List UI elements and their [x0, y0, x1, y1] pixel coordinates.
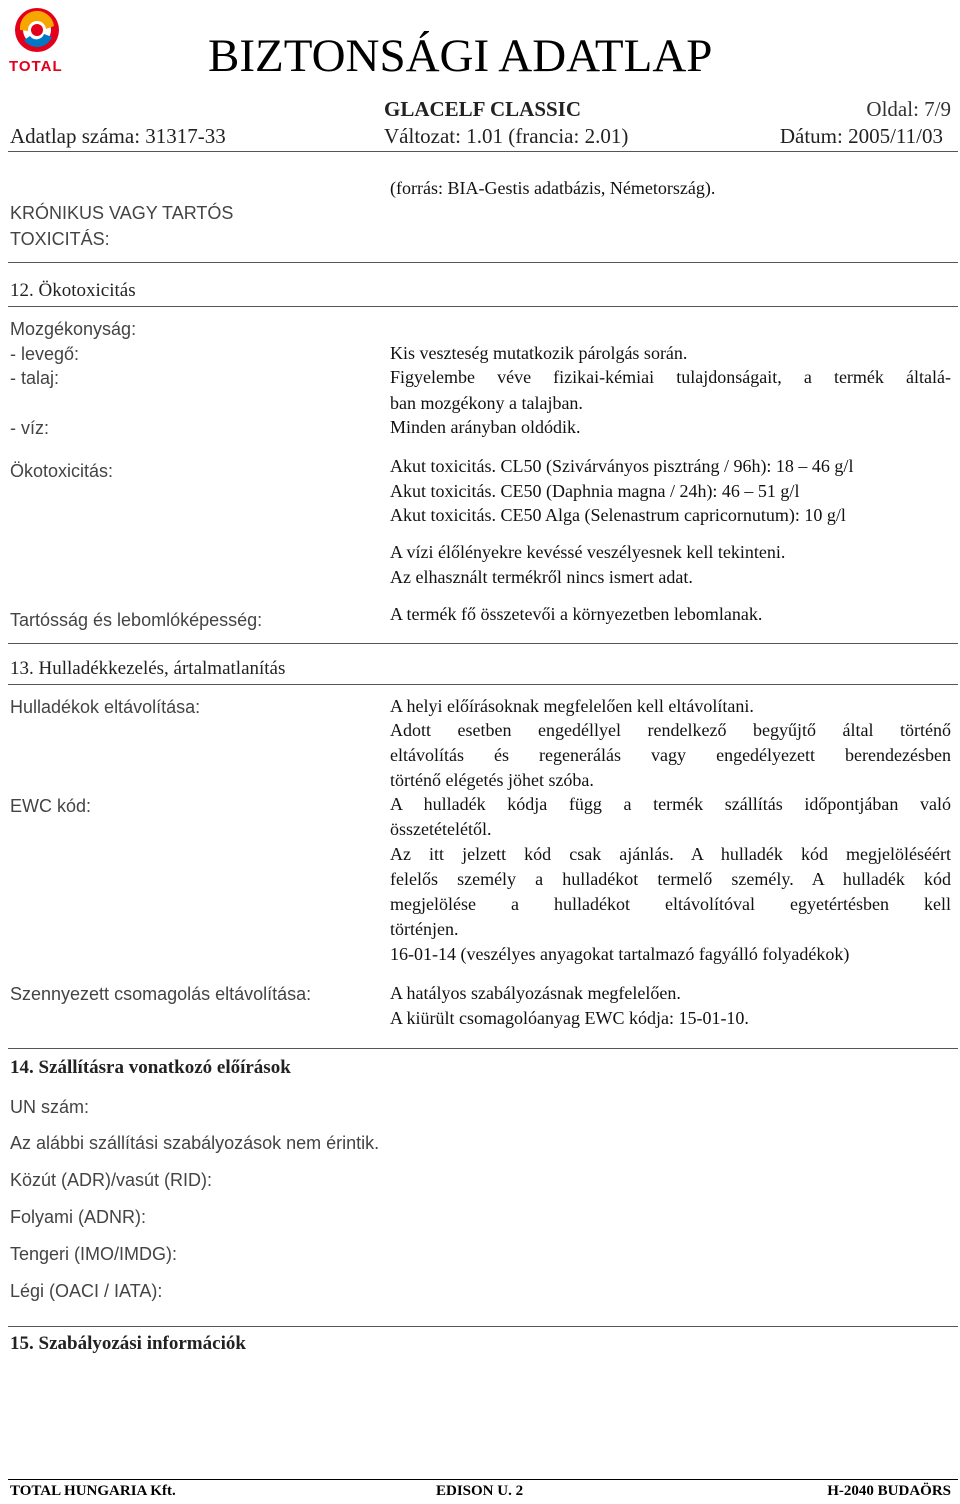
sheet-number: Adatlap száma: 31317-33: [10, 124, 226, 148]
chronic-label-line2: TOXICITÁS:: [10, 229, 110, 249]
air-label: - levegő:: [10, 344, 80, 364]
ecotox-line: Akut toxicitás. CE50 Alga (Selenastrum capricornutum): 10 g/l: [390, 505, 846, 525]
ewc-line: összetételétől.: [390, 819, 492, 839]
ewc-line: történjen.: [390, 919, 459, 939]
ewc-line: 16-01-14 (veszélyes anyagokat tartalmazó fagyálló folyadékok): [390, 944, 850, 964]
mobility-label: Mozgékonyság:: [10, 319, 137, 339]
packaging-label: Szennyezett csomagolás eltávolítása:: [10, 984, 312, 1004]
waste-removal-line: A helyi előírásoknak megfelelően kell eltávolítani.: [390, 696, 754, 716]
section-14-heading: 14. Szállításra vonatkozó előírások: [10, 1057, 291, 1078]
product-name: GLACELF CLASSIC: [384, 97, 582, 121]
ewc-line: A hulladék kódja függ a termék szállítás időpontjában való: [390, 794, 951, 814]
document-title: BIZTONSÁGI ADATLAP: [208, 30, 713, 82]
section-divider: [8, 1048, 958, 1049]
ecotox-line: Akut toxicitás. CL50 (Szivárványos pisztráng / 96h): 18 – 46 g/l: [390, 456, 854, 476]
waste-removal-line: Adott esetben engedéllyel rendelkező begyűjtő által történő: [390, 720, 951, 740]
section-12-heading: 12. Ökotoxicitás: [10, 280, 136, 301]
transport-not-affected: Az alábbi szállítási szabályozások nem érintik.: [10, 1133, 380, 1153]
soil-label: - talaj:: [10, 368, 60, 388]
ecotox-line: Az elhasznált termékről nincs ismert adat.: [390, 567, 693, 587]
ewc-line: megjelölése a hulladékot eltávolítóval egyetértésben kell: [390, 894, 951, 914]
header-divider: [8, 151, 958, 152]
footer-city: H-2040 BUDAÖRS: [827, 1483, 951, 1499]
chronic-value: (forrás: BIA-Gestis adatbázis, Németország).: [390, 178, 716, 198]
section-divider: [8, 262, 958, 263]
persistence-label: Tartósság és lebomlóképesség:: [10, 610, 263, 630]
section-13-heading: 13. Hulladékkezelés, ártalmatlanítás: [10, 658, 286, 679]
persistence-value: A termék fő összetevői a környezetben lebomlanak.: [390, 604, 763, 624]
sea-label: Tengeri (IMO/IMDG):: [10, 1244, 178, 1264]
waste-removal-line: eltávolítás és regenerálás vagy engedélyezett berendezésben: [390, 745, 951, 765]
ewc-code-label: EWC kód:: [10, 796, 92, 816]
air-transport-label: Légi (OACI / IATA):: [10, 1281, 163, 1301]
total-logo: [6, 4, 68, 76]
ecotox-line: Akut toxicitás. CE50 (Daphnia magna / 24h): 46 – 51 g/l: [390, 481, 800, 501]
water-label: - víz:: [10, 418, 49, 438]
road-rail-label: Közút (ADR)/vasút (RID):: [10, 1170, 213, 1190]
section-divider: [8, 643, 958, 644]
section-divider: [8, 306, 958, 307]
waste-removal-label: Hulladékok eltávolítása:: [10, 697, 201, 717]
ecotox-label: Ökotoxicitás:: [10, 461, 114, 481]
logo-wordmark: TOTAL: [9, 58, 63, 75]
page-number: Oldal: 7/9: [866, 97, 951, 121]
ewc-line: Az itt jelzett kód csak ajánlás. A hulladék kód megjelöléséért: [390, 844, 951, 864]
section-divider: [8, 1326, 958, 1327]
packaging-line: A kiürült csomagolóanyag EWC kódja: 15-01-10.: [390, 1008, 749, 1028]
footer-divider: [8, 1479, 958, 1480]
section-15-heading: 15. Szabályozási információk: [10, 1333, 246, 1354]
date: Dátum: 2005/11/03: [779, 124, 943, 148]
river-label: Folyami (ADNR):: [10, 1207, 147, 1227]
footer-company: TOTAL HUNGARIA Kft.: [10, 1483, 176, 1499]
footer-street: EDISON U. 2: [436, 1483, 524, 1499]
soil-value-line2: ban mozgékony a talajban.: [390, 393, 583, 413]
air-value: Kis veszteség mutatkozik párolgás során.: [390, 343, 688, 363]
soil-value-line1: Figyelembe véve fizikai-kémiai tulajdonságait, a termék általá-: [390, 367, 951, 387]
section-divider: [8, 684, 958, 685]
ecotox-line: A vízi élőlényekre kevéssé veszélyesnek kell tekinteni.: [390, 542, 786, 562]
chronic-label-line1: KRÓNIKUS VAGY TARTÓS: [10, 203, 234, 223]
version: Változat: 1.01 (francia: 2.01): [384, 124, 629, 148]
un-number-label: UN szám:: [10, 1097, 90, 1117]
packaging-line: A hatályos szabályozásnak megfelelően.: [390, 983, 681, 1003]
ewc-line: felelős személy a hulladékot termelő személy. A hulladék kód: [390, 869, 951, 889]
waste-removal-line: történő elégetés jöhet szóba.: [390, 770, 594, 790]
water-value: Minden arányban oldódik.: [390, 417, 581, 437]
